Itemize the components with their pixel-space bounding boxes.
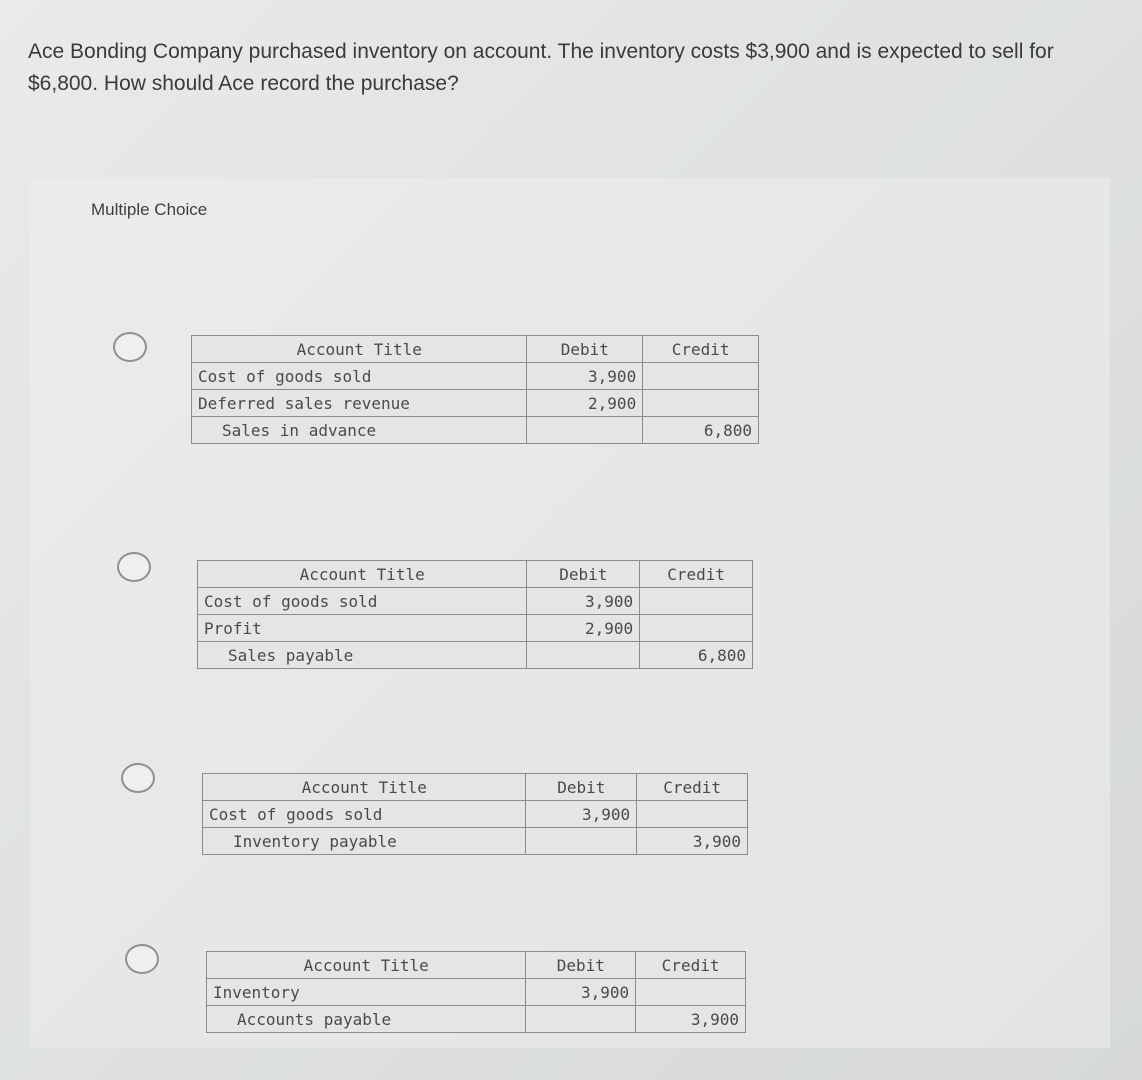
account-title-header: Account Title <box>203 774 526 801</box>
credit-cell: 3,900 <box>636 1006 746 1033</box>
debit-cell: 2,900 <box>527 615 640 642</box>
account-cell: Deferred sales revenue <box>192 390 527 417</box>
question-text: Ace Bonding Company purchased inventory on account. The inventory costs $3,900 and is expected to sell for $6,800. How should Ace record the purchase? <box>28 40 1054 95</box>
option-d-radio[interactable] <box>125 944 159 974</box>
account-title-header: Account Title <box>198 561 527 588</box>
credit-cell <box>643 363 759 390</box>
option-c-journal-table <box>202 773 748 855</box>
option-d-journal-table <box>206 951 746 1033</box>
credit-cell <box>640 588 753 615</box>
account-title-header: Account Title <box>207 952 526 979</box>
table-row <box>198 615 753 642</box>
account-cell: Sales in advance <box>192 417 527 444</box>
debit-cell: 3,900 <box>526 801 637 828</box>
credit-cell <box>643 390 759 417</box>
table-row <box>192 390 759 417</box>
account-cell: Profit <box>198 615 527 642</box>
table-header-row <box>203 774 748 801</box>
credit-cell: 6,800 <box>640 642 753 669</box>
table-row <box>198 642 753 669</box>
table-row <box>203 801 748 828</box>
debit-cell <box>527 417 643 444</box>
debit-cell: 3,900 <box>526 979 636 1006</box>
debit-cell: 2,900 <box>527 390 643 417</box>
table-row <box>207 979 746 1006</box>
table-row <box>198 588 753 615</box>
debit-header: Debit <box>526 774 637 801</box>
debit-cell: 3,900 <box>527 363 643 390</box>
credit-cell <box>640 615 753 642</box>
debit-header: Debit <box>527 561 640 588</box>
table-row <box>207 1006 746 1033</box>
debit-header: Debit <box>527 336 643 363</box>
option-b-journal-table <box>197 560 753 669</box>
credit-header: Credit <box>643 336 759 363</box>
debit-header: Debit <box>526 952 636 979</box>
account-cell: Cost of goods sold <box>203 801 526 828</box>
debit-cell <box>526 828 637 855</box>
option-a-radio[interactable] <box>113 332 147 362</box>
account-title-header: Account Title <box>192 336 527 363</box>
option-b-radio[interactable] <box>117 552 151 582</box>
account-cell: Sales payable <box>198 642 527 669</box>
option-c-radio[interactable] <box>121 763 155 793</box>
credit-header: Credit <box>636 952 746 979</box>
table-row <box>203 828 748 855</box>
option-a-journal-table <box>191 335 759 444</box>
account-cell: Inventory payable <box>203 828 526 855</box>
account-cell: Cost of goods sold <box>192 363 527 390</box>
question-type-label: Multiple Choice <box>91 200 208 219</box>
account-cell: Cost of goods sold <box>198 588 527 615</box>
table-header-row <box>192 336 759 363</box>
account-cell: Accounts payable <box>207 1006 526 1033</box>
credit-cell <box>637 801 748 828</box>
account-cell: Inventory <box>207 979 526 1006</box>
table-header-row <box>207 952 746 979</box>
debit-cell <box>526 1006 636 1033</box>
table-row <box>192 417 759 444</box>
table-row <box>192 363 759 390</box>
credit-header: Credit <box>640 561 753 588</box>
debit-cell <box>527 642 640 669</box>
credit-cell: 6,800 <box>643 417 759 444</box>
table-header-row <box>198 561 753 588</box>
debit-cell: 3,900 <box>527 588 640 615</box>
credit-cell: 3,900 <box>637 828 748 855</box>
credit-header: Credit <box>637 774 748 801</box>
credit-cell <box>636 979 746 1006</box>
